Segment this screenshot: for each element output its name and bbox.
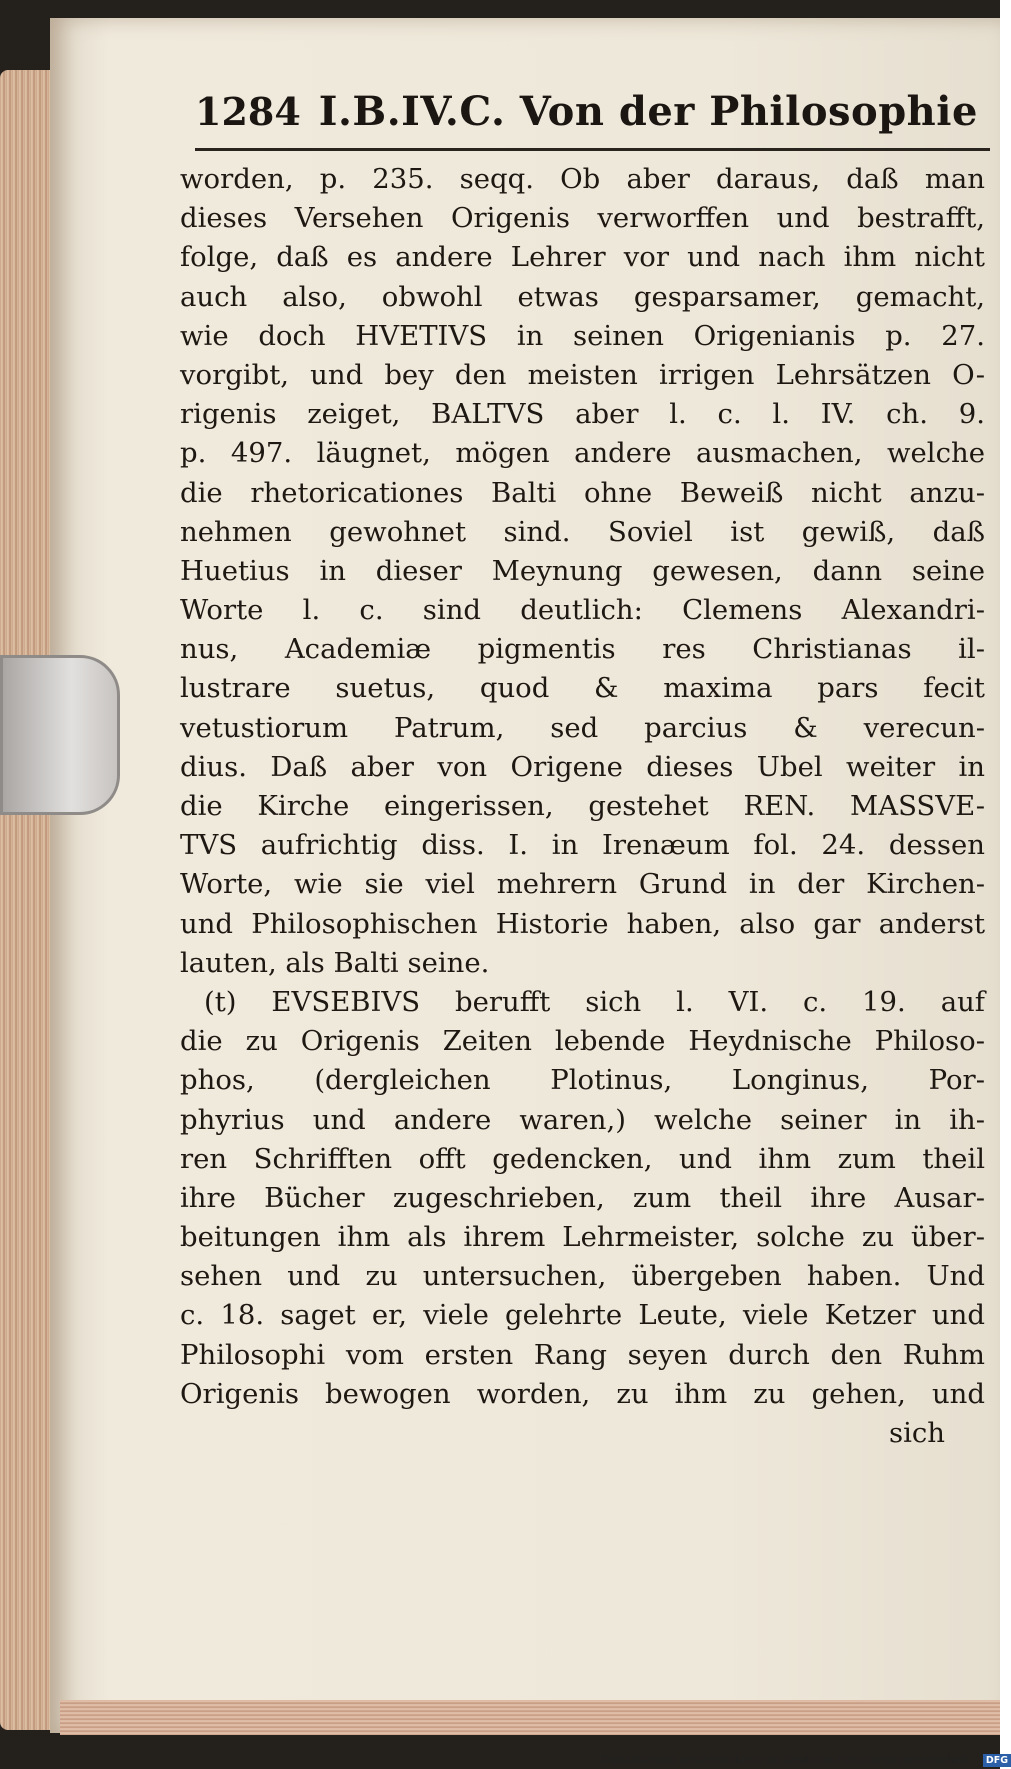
dfg-logo: DFG xyxy=(983,1754,1011,1767)
text-line: Origenis bewogen worden, zu ihm zu gehen, und xyxy=(180,1377,985,1410)
text-line: ren Schrifften offt gedencken, und ihm zum theil xyxy=(180,1142,985,1175)
text-line: p. 497. läugnet, mögen andere ausmachen, welche xyxy=(180,437,985,470)
text-line: Philosophi vom ersten Rang seyen durch den Ruhm xyxy=(180,1338,985,1371)
text-line: nus, Academiæ pigmentis res Christianas il- xyxy=(180,633,985,666)
page-header xyxy=(195,88,990,148)
text-line: phos, (dergleichen Plotinus, Longinus, Por- xyxy=(180,1064,985,1097)
running-head: I.B.IV.C. Von der Philosophie xyxy=(318,88,978,135)
text-line: worden, p. 235. seqq. Ob aber daraus, daß man xyxy=(180,163,985,195)
text-line: beitungen ihm als ihrem Lehrmeister, solche zu über- xyxy=(180,1221,985,1254)
text-line: dius. Daß aber von Origene dieses Ubel weiter in xyxy=(180,750,985,783)
catchword: sich xyxy=(888,1417,945,1449)
text-line: und Philosophischen Historie haben, also gar anderst xyxy=(180,907,985,940)
text-line: c. 18. saget er, viele gelehrte Leute, viele Ketzer und xyxy=(180,1299,985,1332)
text-line: auch also, obwohl etwas gesparsamer, gemacht, xyxy=(180,280,985,313)
page-bottom-edge xyxy=(60,1700,1000,1735)
header-rule xyxy=(195,148,990,151)
text-line: lauten, als Balti seine. xyxy=(180,946,490,979)
text-line: die rhetoricationes Balti ohne Beweiß nicht anzu- xyxy=(180,476,985,509)
text-line: die zu Origenis Zeiten lebende Heydnische Philoso- xyxy=(180,1025,985,1058)
text-line: nehmen gewohnet sind. Soviel ist gewiß, daß xyxy=(180,515,985,548)
text-line: Worte l. c. sind deutlich: Clemens Alexandri- xyxy=(180,594,985,627)
body-text xyxy=(180,160,985,1453)
page-number: 1284 xyxy=(195,89,301,134)
page-clip xyxy=(0,655,120,815)
credit-text: Digitalisierung gefördert durch die Deutsche Forschungsgemeinschaft - xyxy=(600,1754,976,1766)
text-line: lustrare suetus, quod & maxima pars fecit xyxy=(180,672,985,705)
text-line: dieses Versehen Origenis verworffen und bestrafft, xyxy=(180,202,985,235)
text-line: folge, daß es andere Lehrer vor und nach ihm nicht xyxy=(180,241,985,274)
text-line: vetustiorum Patrum, sed parcius & verecun- xyxy=(180,711,985,744)
digitization-credit xyxy=(600,1752,1009,1769)
text-line: phyrius und andere waren,) welche seiner in ih- xyxy=(180,1103,985,1136)
text-line: ihre Bücher zugeschrieben, zum theil ihre Ausar- xyxy=(180,1181,985,1214)
text-line: sehen und zu untersuchen, übergeben haben. Und xyxy=(180,1260,985,1293)
text-line: wie doch HVETIVS in seinen Origenianis p. 27. xyxy=(180,319,985,352)
text-line: rigenis zeiget, BALTVS aber l. c. l. IV. ch. 9. xyxy=(180,398,985,431)
footnote-line: (t) EVSEBIVS berufft sich l. VI. c. 19. auf xyxy=(204,985,985,1018)
text-line: die Kirche eingerissen, gestehet REN. MASSVE- xyxy=(180,790,985,822)
text-line: Worte, wie sie viel mehrern Grund in der Kirchen- xyxy=(180,868,985,901)
text-line: vorgibt, und bey den meisten irrigen Lehrsätzen O- xyxy=(180,358,985,391)
text-line: Huetius in dieser Meynung gewesen, dann seine xyxy=(180,554,985,587)
text-line: TVS aufrichtig diss. I. in Irenæum fol. 24. dessen xyxy=(180,829,985,862)
